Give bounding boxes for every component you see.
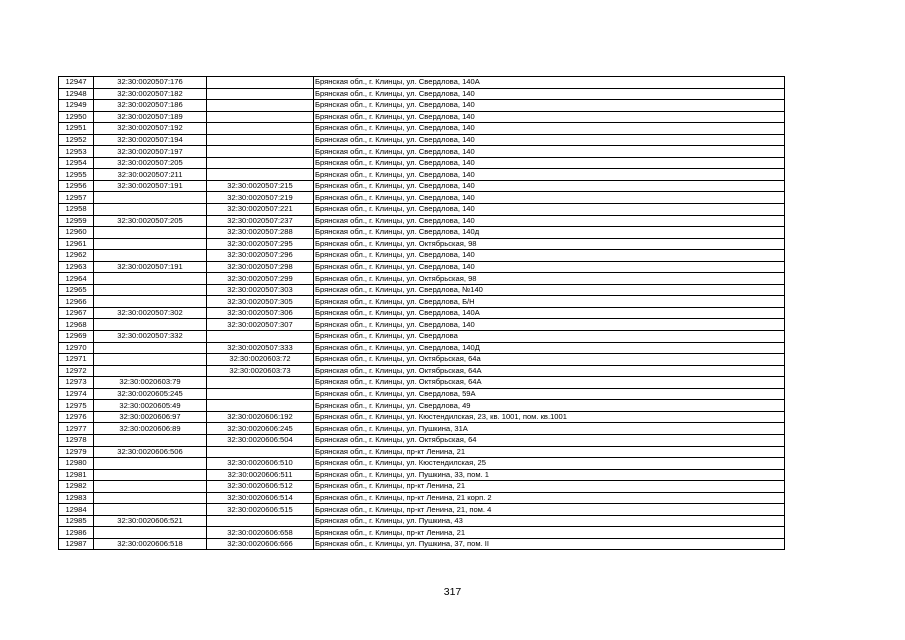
- cadastral-number-cell: [94, 434, 207, 446]
- cadastral-number-cell: 32:30:0020606:89: [94, 423, 207, 435]
- record-number-cell: 12970: [59, 342, 94, 354]
- cadastral-number-cell: [94, 192, 207, 204]
- cadastral-number-cell: 32:30:0020507:189: [94, 111, 207, 123]
- address-cell: Брянская обл., г. Клинцы, пр-кт Ленина, 21: [314, 446, 785, 458]
- related-cadastral-number-cell: 32:30:0020507:221: [207, 204, 314, 216]
- address-cell: Брянская обл., г. Клинцы, ул. Кюстендилская, 23, кв. 1001, пом. кв.1001: [314, 411, 785, 423]
- record-number-cell: 12959: [59, 215, 94, 227]
- record-number-cell: 12969: [59, 331, 94, 343]
- related-cadastral-number-cell: 32:30:0020507:237: [207, 215, 314, 227]
- record-number-cell: 12976: [59, 411, 94, 423]
- table-row: [59, 169, 785, 181]
- table-row: [59, 250, 785, 262]
- cadastral-number-cell: 32:30:0020507:192: [94, 123, 207, 135]
- related-cadastral-number-cell: [207, 400, 314, 412]
- cadastral-number-cell: 32:30:0020606:97: [94, 411, 207, 423]
- table-row: [59, 180, 785, 192]
- address-cell: Брянская обл., г. Клинцы, ул. Свердлова, 140д: [314, 227, 785, 239]
- record-number-cell: 12964: [59, 273, 94, 285]
- related-cadastral-number-cell: 32:30:0020507:305: [207, 296, 314, 308]
- address-cell: Брянская обл., г. Клинцы, пр-кт Ленина, 21: [314, 527, 785, 539]
- table-row: [59, 319, 785, 331]
- cadastral-number-cell: 32:30:0020507:186: [94, 100, 207, 112]
- table-body: [59, 77, 785, 550]
- cadastral-number-cell: 32:30:0020606:506: [94, 446, 207, 458]
- table-row: [59, 273, 785, 285]
- table-row: [59, 192, 785, 204]
- table-row: [59, 238, 785, 250]
- address-cell: Брянская обл., г. Клинцы, ул. Свердлова, 140: [314, 134, 785, 146]
- table-row: [59, 77, 785, 89]
- record-number-cell: 12973: [59, 377, 94, 389]
- related-cadastral-number-cell: [207, 169, 314, 181]
- cadastral-number-cell: 32:30:0020507:205: [94, 157, 207, 169]
- cadastral-number-cell: 32:30:0020507:191: [94, 261, 207, 273]
- related-cadastral-number-cell: 32:30:0020507:296: [207, 250, 314, 262]
- related-cadastral-number-cell: 32:30:0020507:219: [207, 192, 314, 204]
- related-cadastral-number-cell: 32:30:0020603:73: [207, 365, 314, 377]
- page-number: 317: [443, 586, 462, 598]
- related-cadastral-number-cell: [207, 331, 314, 343]
- table-row: [59, 458, 785, 470]
- cadastral-number-cell: [94, 354, 207, 366]
- table-row: [59, 215, 785, 227]
- record-number-cell: 12979: [59, 446, 94, 458]
- record-number-cell: 12949: [59, 100, 94, 112]
- record-number-cell: 12947: [59, 77, 94, 89]
- record-number-cell: 12984: [59, 504, 94, 516]
- address-cell: Брянская обл., г. Клинцы, ул. Октябрьская, 64А: [314, 365, 785, 377]
- table-row: [59, 446, 785, 458]
- table-row: [59, 123, 785, 135]
- related-cadastral-number-cell: 32:30:0020603:72: [207, 354, 314, 366]
- table-row: [59, 365, 785, 377]
- table-row: [59, 100, 785, 112]
- record-number-cell: 12965: [59, 284, 94, 296]
- related-cadastral-number-cell: 32:30:0020606:514: [207, 492, 314, 504]
- table-row: [59, 307, 785, 319]
- record-number-cell: 12958: [59, 204, 94, 216]
- cadastral-number-cell: 32:30:0020507:176: [94, 77, 207, 89]
- address-cell: Брянская обл., г. Клинцы, ул. Свердлова, 140: [314, 215, 785, 227]
- cadastral-number-cell: [94, 273, 207, 285]
- table-row: [59, 261, 785, 273]
- table-row: [59, 146, 785, 158]
- address-cell: Брянская обл., г. Клинцы, ул. Свердлова, 140: [314, 111, 785, 123]
- cadastral-number-cell: [94, 492, 207, 504]
- table-row: [59, 411, 785, 423]
- cadastral-number-cell: 32:30:0020507:191: [94, 180, 207, 192]
- table-row: [59, 481, 785, 493]
- cadastral-number-cell: [94, 238, 207, 250]
- record-number-cell: 12978: [59, 434, 94, 446]
- address-cell: Брянская обл., г. Клинцы, пр-кт Ленина, 21 корп. 2: [314, 492, 785, 504]
- table-row: [59, 134, 785, 146]
- address-cell: Брянская обл., г. Клинцы, ул. Свердлова, 59А: [314, 388, 785, 400]
- related-cadastral-number-cell: [207, 157, 314, 169]
- cadastral-number-cell: 32:30:0020605:49: [94, 400, 207, 412]
- related-cadastral-number-cell: 32:30:0020507:299: [207, 273, 314, 285]
- address-cell: Брянская обл., г. Клинцы, ул. Свердлова, 140: [314, 250, 785, 262]
- address-cell: Брянская обл., г. Клинцы, ул. Свердлова, 140А: [314, 77, 785, 89]
- table-row: [59, 284, 785, 296]
- record-number-cell: 12966: [59, 296, 94, 308]
- related-cadastral-number-cell: [207, 100, 314, 112]
- table-row: [59, 400, 785, 412]
- record-number-cell: 12956: [59, 180, 94, 192]
- record-number-cell: 12967: [59, 307, 94, 319]
- table-row: [59, 388, 785, 400]
- record-number-cell: 12950: [59, 111, 94, 123]
- related-cadastral-number-cell: 32:30:0020606:245: [207, 423, 314, 435]
- address-cell: Брянская обл., г. Клинцы, ул. Свердлова, №140: [314, 284, 785, 296]
- cadastral-number-cell: [94, 504, 207, 516]
- table-row: [59, 434, 785, 446]
- table-row: [59, 504, 785, 516]
- address-cell: Брянская обл., г. Клинцы, ул. Пушкина, 43: [314, 515, 785, 527]
- cadastral-number-cell: [94, 284, 207, 296]
- address-cell: Брянская обл., г. Клинцы, ул. Свердлова, 140: [314, 169, 785, 181]
- table-row: [59, 157, 785, 169]
- record-number-cell: 12977: [59, 423, 94, 435]
- table-row: [59, 204, 785, 216]
- address-cell: Брянская обл., г. Клинцы, ул. Октябрьская, 64: [314, 434, 785, 446]
- related-cadastral-number-cell: [207, 446, 314, 458]
- related-cadastral-number-cell: 32:30:0020507:295: [207, 238, 314, 250]
- cadastral-number-cell: 32:30:0020606:521: [94, 515, 207, 527]
- table-row: [59, 331, 785, 343]
- address-cell: Брянская обл., г. Клинцы, ул. Свердлова, 140: [314, 100, 785, 112]
- table-row: [59, 342, 785, 354]
- address-cell: Брянская обл., г. Клинцы, ул. Октябрьская, 64а: [314, 354, 785, 366]
- cadastral-number-cell: 32:30:0020507:302: [94, 307, 207, 319]
- cadastral-number-cell: 32:30:0020507:205: [94, 215, 207, 227]
- cadastral-number-cell: 32:30:0020507:194: [94, 134, 207, 146]
- address-cell: Брянская обл., г. Клинцы, ул. Свердлова, 49: [314, 400, 785, 412]
- address-cell: Брянская обл., г. Клинцы, ул. Свердлова, 140: [314, 192, 785, 204]
- cadastral-number-cell: [94, 469, 207, 481]
- related-cadastral-number-cell: [207, 111, 314, 123]
- related-cadastral-number-cell: 32:30:0020606:658: [207, 527, 314, 539]
- related-cadastral-number-cell: 32:30:0020606:666: [207, 538, 314, 550]
- address-cell: Брянская обл., г. Клинцы, ул. Свердлова, 140: [314, 319, 785, 331]
- address-cell: Брянская обл., г. Клинцы, ул. Свердлова, 140: [314, 180, 785, 192]
- record-number-cell: 12952: [59, 134, 94, 146]
- table-row: [59, 377, 785, 389]
- record-number-cell: 12951: [59, 123, 94, 135]
- address-cell: Брянская обл., г. Клинцы, ул. Свердлова, 140: [314, 123, 785, 135]
- record-number-cell: 12981: [59, 469, 94, 481]
- cadastral-number-cell: [94, 250, 207, 262]
- address-cell: Брянская обл., г. Клинцы, ул. Свердлова, 140: [314, 157, 785, 169]
- address-cell: Брянская обл., г. Клинцы, ул. Свердлова: [314, 331, 785, 343]
- cadastral-number-cell: [94, 458, 207, 470]
- cadastral-number-cell: 32:30:0020603:79: [94, 377, 207, 389]
- related-cadastral-number-cell: 32:30:0020507:298: [207, 261, 314, 273]
- related-cadastral-number-cell: [207, 123, 314, 135]
- record-number-cell: 12948: [59, 88, 94, 100]
- cadastral-number-cell: 32:30:0020507:211: [94, 169, 207, 181]
- related-cadastral-number-cell: 32:30:0020606:192: [207, 411, 314, 423]
- record-number-cell: 12961: [59, 238, 94, 250]
- related-cadastral-number-cell: [207, 88, 314, 100]
- record-number-cell: 12975: [59, 400, 94, 412]
- table-row: [59, 111, 785, 123]
- address-cell: Брянская обл., г. Клинцы, ул. Кюстендилская, 25: [314, 458, 785, 470]
- record-number-cell: 12971: [59, 354, 94, 366]
- record-number-cell: 12986: [59, 527, 94, 539]
- address-cell: Брянская обл., г. Клинцы, ул. Октябрьская, 98: [314, 238, 785, 250]
- table-row: [59, 354, 785, 366]
- table-row: [59, 227, 785, 239]
- related-cadastral-number-cell: 32:30:0020507:288: [207, 227, 314, 239]
- record-number-cell: 12974: [59, 388, 94, 400]
- related-cadastral-number-cell: 32:30:0020507:306: [207, 307, 314, 319]
- address-cell: Брянская обл., г. Клинцы, ул. Пушкина, 31А: [314, 423, 785, 435]
- table-row: [59, 515, 785, 527]
- cadastral-number-cell: [94, 365, 207, 377]
- address-cell: Брянская обл., г. Клинцы, ул. Пушкина, 33, пом. 1: [314, 469, 785, 481]
- table-row: [59, 492, 785, 504]
- record-number-cell: 12957: [59, 192, 94, 204]
- record-number-cell: 12960: [59, 227, 94, 239]
- cadastral-number-cell: [94, 204, 207, 216]
- cadastral-table: [58, 76, 785, 550]
- address-cell: Брянская обл., г. Клинцы, ул. Свердлова, 140Д: [314, 342, 785, 354]
- address-cell: Брянская обл., г. Клинцы, ул. Свердлова, 140: [314, 146, 785, 158]
- table-row: [59, 538, 785, 550]
- related-cadastral-number-cell: 32:30:0020606:512: [207, 481, 314, 493]
- address-cell: Брянская обл., г. Клинцы, ул. Свердлова, Б/Н: [314, 296, 785, 308]
- table-row: [59, 296, 785, 308]
- related-cadastral-number-cell: 32:30:0020606:511: [207, 469, 314, 481]
- related-cadastral-number-cell: 32:30:0020606:515: [207, 504, 314, 516]
- address-cell: Брянская обл., г. Клинцы, пр-кт Ленина, 21: [314, 481, 785, 493]
- cadastral-number-cell: [94, 227, 207, 239]
- cadastral-number-cell: [94, 319, 207, 331]
- record-number-cell: 12968: [59, 319, 94, 331]
- related-cadastral-number-cell: [207, 515, 314, 527]
- address-cell: Брянская обл., г. Клинцы, пр-кт Ленина, 21, пом. 4: [314, 504, 785, 516]
- cadastral-number-cell: [94, 481, 207, 493]
- related-cadastral-number-cell: 32:30:0020507:303: [207, 284, 314, 296]
- record-number-cell: 12987: [59, 538, 94, 550]
- related-cadastral-number-cell: [207, 388, 314, 400]
- table-row: [59, 469, 785, 481]
- record-number-cell: 12953: [59, 146, 94, 158]
- address-cell: Брянская обл., г. Клинцы, ул. Свердлова, 140: [314, 261, 785, 273]
- related-cadastral-number-cell: 32:30:0020507:333: [207, 342, 314, 354]
- address-cell: Брянская обл., г. Клинцы, ул. Октябрьская, 98: [314, 273, 785, 285]
- record-number-cell: 12972: [59, 365, 94, 377]
- record-number-cell: 12955: [59, 169, 94, 181]
- related-cadastral-number-cell: 32:30:0020507:215: [207, 180, 314, 192]
- cadastral-number-cell: [94, 342, 207, 354]
- address-cell: Брянская обл., г. Клинцы, ул. Октябрьская, 64А: [314, 377, 785, 389]
- cadastral-number-cell: 32:30:0020606:518: [94, 538, 207, 550]
- cadastral-number-cell: 32:30:0020605:245: [94, 388, 207, 400]
- record-number-cell: 12962: [59, 250, 94, 262]
- record-number-cell: 12963: [59, 261, 94, 273]
- address-cell: Брянская обл., г. Клинцы, ул. Пушкина, 37, пом. II: [314, 538, 785, 550]
- related-cadastral-number-cell: [207, 77, 314, 89]
- related-cadastral-number-cell: [207, 146, 314, 158]
- record-number-cell: 12954: [59, 157, 94, 169]
- table-row: [59, 527, 785, 539]
- related-cadastral-number-cell: 32:30:0020507:307: [207, 319, 314, 331]
- table-row: [59, 88, 785, 100]
- address-cell: Брянская обл., г. Клинцы, ул. Свердлова, 140: [314, 88, 785, 100]
- table-row: [59, 423, 785, 435]
- record-number-cell: 12985: [59, 515, 94, 527]
- record-number-cell: 12983: [59, 492, 94, 504]
- related-cadastral-number-cell: [207, 134, 314, 146]
- related-cadastral-number-cell: 32:30:0020606:510: [207, 458, 314, 470]
- cadastral-number-cell: [94, 527, 207, 539]
- cadastral-number-cell: 32:30:0020507:332: [94, 331, 207, 343]
- cadastral-number-cell: 32:30:0020507:182: [94, 88, 207, 100]
- address-cell: Брянская обл., г. Клинцы, ул. Свердлова, 140: [314, 204, 785, 216]
- related-cadastral-number-cell: 32:30:0020606:504: [207, 434, 314, 446]
- cadastral-number-cell: 32:30:0020507:197: [94, 146, 207, 158]
- record-number-cell: 12980: [59, 458, 94, 470]
- address-cell: Брянская обл., г. Клинцы, ул. Свердлова, 140А: [314, 307, 785, 319]
- related-cadastral-number-cell: [207, 377, 314, 389]
- cadastral-number-cell: [94, 296, 207, 308]
- record-number-cell: 12982: [59, 481, 94, 493]
